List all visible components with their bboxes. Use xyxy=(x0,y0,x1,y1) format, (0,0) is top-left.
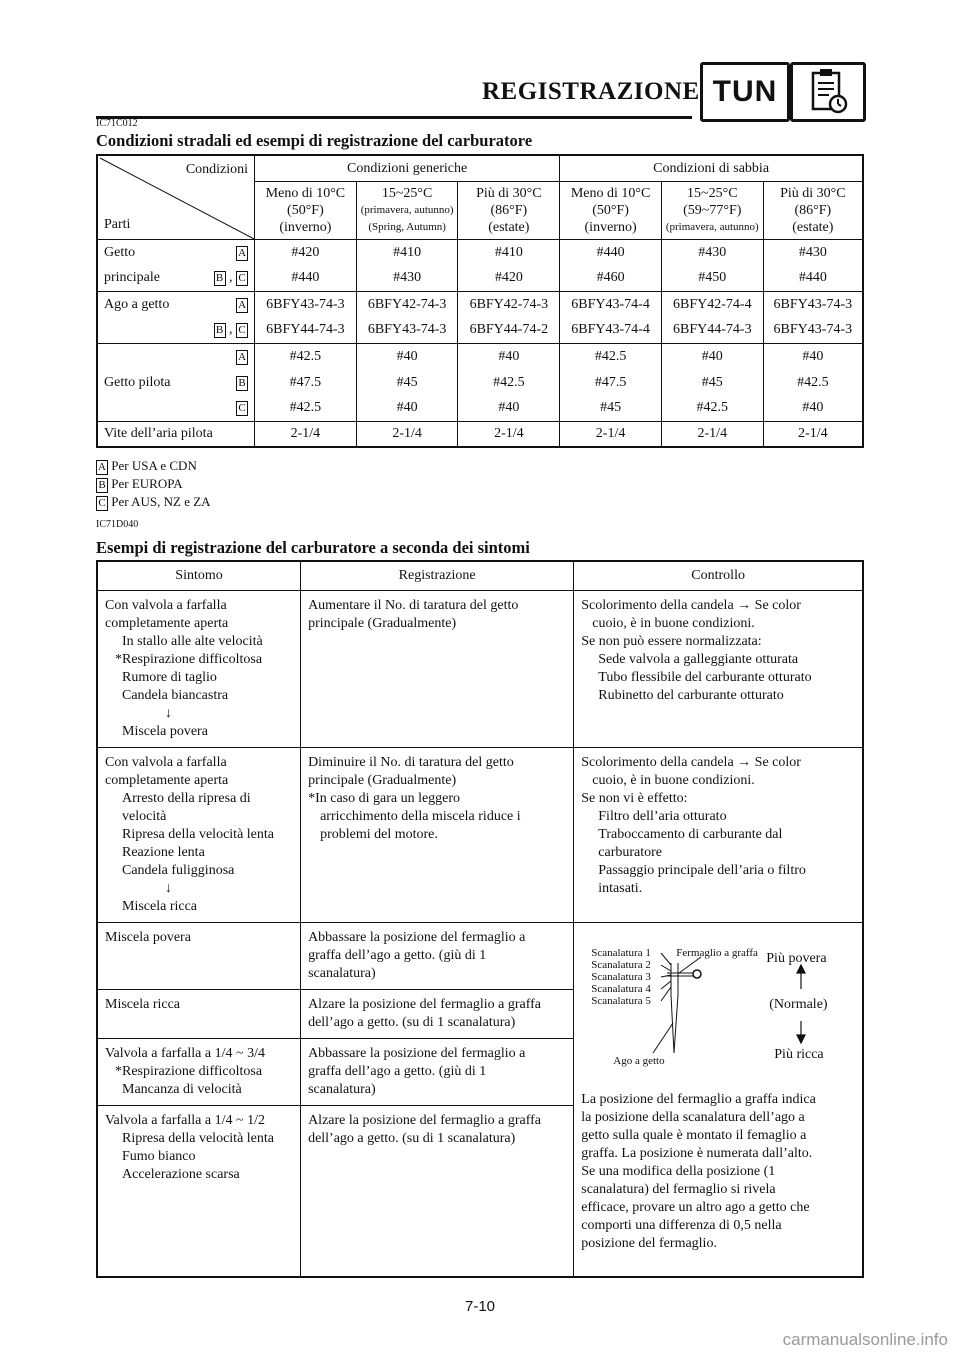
table-cell: 6BFY42-74-4 xyxy=(661,291,763,317)
header-rule xyxy=(96,116,692,119)
col-header: Meno di 10°C (50°F) (inverno) xyxy=(560,181,662,239)
table-cell: 2-1/4 xyxy=(458,421,560,447)
table-cell: #440 xyxy=(560,239,662,265)
table-cell: #42.5 xyxy=(255,343,357,369)
table-cell: 2-1/4 xyxy=(661,421,763,447)
table-row: Miscela ricca Alzare la posizione del fermaglio a graffa dell’ago a getto. (su di 1 scanalatura) xyxy=(97,990,863,1039)
table-cell: #410 xyxy=(356,239,458,265)
page-number: 7-10 xyxy=(464,1298,496,1315)
corner-parts: Parti xyxy=(104,216,131,232)
leaner-label: Più povera xyxy=(766,951,827,966)
table-row: Valvola a farfalla a 1/4 ~ 3/4 *Respirazione difficoltosa Mancanza di velocità Abbassare la posizione del fermaglio a graffa dell’ago a getto. (giù di 1 scanalatura) xyxy=(97,1039,863,1106)
groove-label: Scanalatura 1 xyxy=(591,947,651,959)
table-cell: #42.5 xyxy=(763,369,863,395)
needle-diagram-cell: Scanalatura 1 Scanalatura 2 Scanalatura 3 Scanalatura 4 Scanalatura 5 Fermaglio a graffa Ago a getto Più povera (Normale) Più ricca La posizione del fermaglio a graffa indica la posizione della scanalatura dell’ago a getto sulla quale è montato il femaglio a graffa. La posizione è numerata dall’alto. Se una modifica della posizione (1 scanalatura) del fermaglio si rivela efficace, provare un altro ago a getto che comporti una differenza di 0,5 nella posizione del fermaglio. xyxy=(574,923,863,1278)
section-code: IC71C012 xyxy=(96,118,138,129)
table-cell: 6BFY42-74-3 xyxy=(356,291,458,317)
letter-b: B xyxy=(214,271,226,286)
groove-label: Scanalatura 3 xyxy=(591,971,651,983)
table-row: Con valvola a farfalla completamente aperta In stallo alle alte velocità *Respirazione difficoltosa Rumore di taglio Candela biancastra ↓ Miscela povera Aumentare il No. di taratura del getto principale (Gradualmente) Scolorimento della candela → Se color cuoio, è in buone condizioni. Se non può essere normalizzata: Sede valvola a galleggiante otturata Tubo flessibile del carburante otturato Rubinetto del carburante otturato xyxy=(97,591,863,748)
table-cell: #45 xyxy=(356,369,458,395)
groove-label: Scanalatura 2 xyxy=(591,959,651,971)
table-cell: 6BFY43-74-3 xyxy=(356,317,458,343)
table-cell: 6BFY44-74-2 xyxy=(458,317,560,343)
header-check: Controllo xyxy=(574,561,863,591)
carburetor-settings-table: Condizioni Parti Condizioni generiche Condizioni di sabbia Meno di 10°C (50°F) (inverno) 15~25°C (primavera, autunno) (Spring, Autumn) Più di 30°C (86°F) (estate) Meno di 10°C (50°F) (inverno) 15~25°C (59~77°F) (primavera, autunno) Più di 30°C (86°F) (estate) Getto A #420 #410 #410 #440 #430 #430 principale B , C #440 #430 #420 #460 #450 #440 Ago a getto A 6BFY43-74-3 6BFY42-74-3 6BFY42-74-3 6BFY43-74-4 6BFY42-74-4 6BFY43-74-3 B , C 6BFY44-74-3 6BFY43-74-3 6BFY44-74-2 6BFY43-74-4 6BFY44-74-3 6BFY43-74-3 A #42.5 #40 #40 #42.5 #40 #40 Getto pilota B #47.5 #45 #42.5 #47.5 #45 #42.5 C #42.5 #40 #40 #45 #42.5 #40 Vite dell’aria pilota 2-1/4 2-1/4 2-1/4 2-1/4 2-1/4 2-1/4 xyxy=(96,154,864,448)
letter-b: B xyxy=(236,376,248,391)
letter-a: A xyxy=(236,350,248,365)
letter-a: A xyxy=(236,298,248,313)
table-cell: 2-1/4 xyxy=(763,421,863,447)
corner-conditions: Condizioni xyxy=(185,162,249,177)
main-jet-label-2: principale xyxy=(104,270,160,286)
needle-label: Ago a getto xyxy=(97,291,185,317)
legend-notes: A Per USA e CDN B Per EUROPA C Per AUS, NZ e ZA xyxy=(96,457,211,511)
table-cell: 6BFY43-74-4 xyxy=(560,291,662,317)
table-cell: #45 xyxy=(560,395,662,421)
table-cell: #47.5 xyxy=(560,369,662,395)
corner-header-cell xyxy=(97,155,255,239)
table-cell: #440 xyxy=(763,265,863,291)
col-header: 15~25°C (primavera, autunno) (Spring, Autumn) xyxy=(356,181,458,239)
table-cell: #42.5 xyxy=(458,369,560,395)
table-row: Miscela povera Abbassare la posizione del fermaglio a graffa dell’ago a getto. (giù di 1 scanalatura) Scanalatura 1 Scanalatura 2 Scanalatura 3 Scanalatura 4 Scanalatura 5 Fermaglio a graffa Ago a getto Più povera (Normale) Più ricca La posizione del fermaglio a graffa indica la posizione della scanalatura dell’ago a getto sulla quale è montato il femaglio a graffa. La posizione è numerata dall’alto. Se una modifica della posizione (1 scanalatura) del fermaglio si rivela efficace, provare un altro ago a getto che comporti una differenza di 0,5 nella posizione del fermaglio. xyxy=(97,923,863,990)
note-b: Per EUROPA xyxy=(111,476,183,491)
table-cell: #42.5 xyxy=(661,395,763,421)
section-heading: Condizioni stradali ed esempi di registrazione del carburatore xyxy=(96,131,533,150)
letter-c: C xyxy=(236,323,248,338)
richer-label: Più ricca xyxy=(774,1047,824,1062)
main-jet-label: Getto xyxy=(97,239,185,265)
table-cell: 6BFY44-74-3 xyxy=(255,317,357,343)
table-cell: 6BFY44-74-3 xyxy=(661,317,763,343)
groove-label: Scanalatura 4 xyxy=(591,983,651,995)
table-cell: #40 xyxy=(763,395,863,421)
table-cell: #42.5 xyxy=(255,395,357,421)
table-cell: #40 xyxy=(458,395,560,421)
table-row: Valvola a farfalla a 1/4 ~ 1/2 Ripresa della velocità lenta Fumo bianco Accelerazione scarsa Alzare la posizione del fermaglio a graffa dell’ago a getto. (su di 1 scanalatura) xyxy=(97,1106,863,1278)
col-header: 15~25°C (59~77°F) (primavera, autunno) xyxy=(661,181,763,239)
table-cell: #45 xyxy=(661,369,763,395)
section-badge: TUN xyxy=(700,62,790,122)
table-cell: 2-1/4 xyxy=(255,421,357,447)
letter-c: C xyxy=(236,401,248,416)
table-cell: #410 xyxy=(458,239,560,265)
table-cell: #450 xyxy=(661,265,763,291)
letter-c: C xyxy=(236,271,248,286)
table-cell: 6BFY43-74-4 xyxy=(560,317,662,343)
note-a: Per USA e CDN xyxy=(111,458,197,473)
table-cell: #430 xyxy=(661,239,763,265)
header-symptom: Sintomo xyxy=(97,561,301,591)
table-cell: #430 xyxy=(356,265,458,291)
jet-needle-diagram xyxy=(581,935,855,1075)
table-cell: #420 xyxy=(255,239,357,265)
note-c: Per AUS, NZ e ZA xyxy=(111,494,211,509)
table-cell: #430 xyxy=(763,239,863,265)
groove-label: Scanalatura 5 xyxy=(591,995,651,1007)
table-cell: #420 xyxy=(458,265,560,291)
table-cell: #40 xyxy=(661,343,763,369)
normal-label: (Normale) xyxy=(769,997,828,1012)
symptom-table xyxy=(96,560,864,1278)
section-code-2: IC71D040 xyxy=(96,519,139,530)
table-cell: #42.5 xyxy=(560,343,662,369)
watermark: carmanualsonline.info xyxy=(782,1330,948,1349)
clip-label: Fermaglio a graffa xyxy=(676,947,758,959)
col-header: Meno di 10°C (50°F) (inverno) xyxy=(255,181,357,239)
group-sand: Condizioni di sabbia xyxy=(560,155,863,181)
col-header: Più di 30°C (86°F) (estate) xyxy=(458,181,560,239)
table-cell: #40 xyxy=(356,395,458,421)
table-cell: #440 xyxy=(255,265,357,291)
table-cell: 6BFY43-74-3 xyxy=(763,291,863,317)
table-cell: #40 xyxy=(458,343,560,369)
table-cell: #40 xyxy=(763,343,863,369)
table-cell: 2-1/4 xyxy=(560,421,662,447)
group-generic: Condizioni generiche xyxy=(255,155,560,181)
letter-a: A xyxy=(236,246,248,261)
table-cell: 6BFY43-74-3 xyxy=(763,317,863,343)
pilot-jet-label: Getto pilota xyxy=(104,374,171,390)
section-heading-2: Esempi di registrazione del carburatore a seconda dei sintomi xyxy=(96,538,530,557)
needle-label: Ago a getto xyxy=(613,1055,665,1067)
letter-b: B xyxy=(214,323,226,338)
table-cell: #40 xyxy=(356,343,458,369)
table-row: Con valvola a farfalla completamente aperta Arresto della ripresa di velocità Ripresa della velocità lenta Reazione lenta Candela fuligginosa ↓ Miscela ricca Diminuire il No. di taratura del getto principale (Gradualmente) *In caso di gara un leggero arricchimento della miscela riduce i problemi del motore. Scolorimento della candela → Se color cuoio, è in buone condizioni. Se non vi è effetto: Filtro dell’aria otturato Traboccamento di carburante dal carburatore Passaggio principale dell’aria o filtro intasati. xyxy=(97,748,863,923)
table-cell: 6BFY42-74-3 xyxy=(458,291,560,317)
table-cell: #460 xyxy=(560,265,662,291)
air-screw-label: Vite dell’aria pilota xyxy=(97,421,255,447)
header-adjustment: Registrazione xyxy=(301,561,574,591)
table-cell: 6BFY43-74-3 xyxy=(255,291,357,317)
table-cell: #47.5 xyxy=(255,369,357,395)
clipboard-timer-icon xyxy=(790,62,866,122)
table-cell: 2-1/4 xyxy=(356,421,458,447)
page-title: REGISTRAZIONE xyxy=(482,78,700,105)
col-header: Più di 30°C (86°F) (estate) xyxy=(763,181,863,239)
